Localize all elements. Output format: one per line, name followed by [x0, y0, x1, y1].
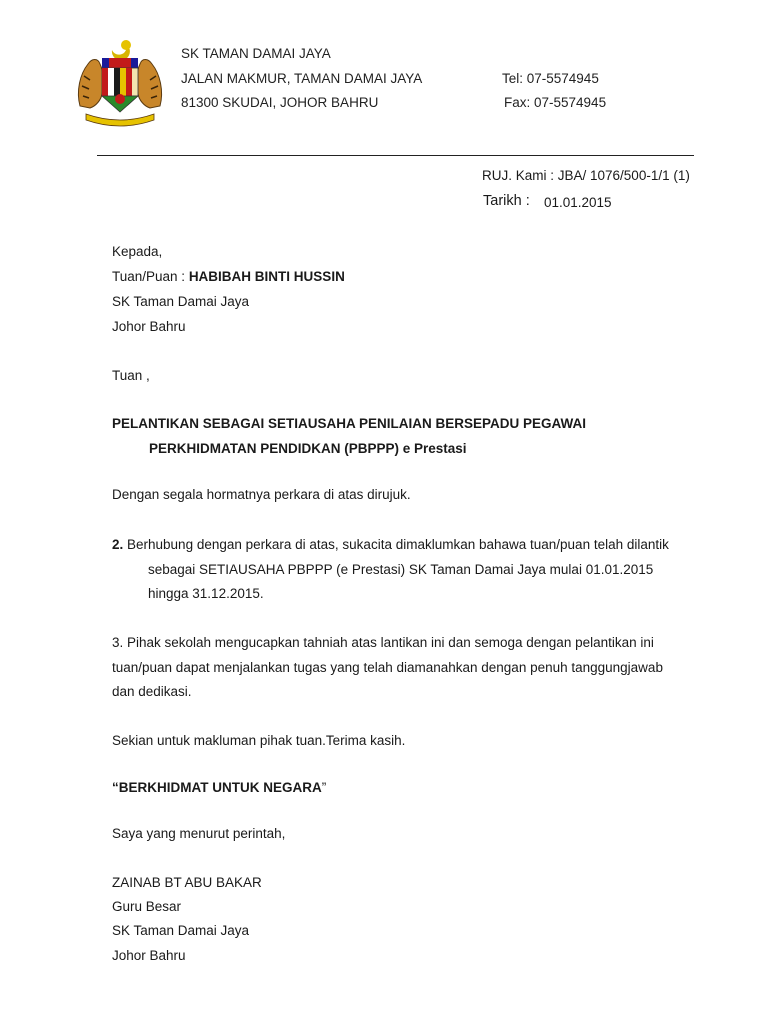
paragraph-3-line-2: tuan/puan dapat menjalankan tugas yang telah diamanahkan dengan penuh tanggungjawab — [112, 659, 663, 675]
address-line-2: 81300 SKUDAI, JOHOR BAHRU — [181, 95, 379, 110]
signatory-city: Johor Bahru — [112, 948, 186, 963]
address-line-1: JALAN MAKMUR, TAMAN DAMAI JAYA — [181, 71, 423, 86]
paragraph-2-line-2: sebagai SETIAUSAHA PBPPP (e Prestasi) SK Taman Damai Jaya mulai 01.01.2015 — [148, 561, 654, 577]
paragraph-2-line-1: Berhubung dengan perkara di atas, sukacita dimaklumkan bahawa tuan/puan telah dilantik — [123, 537, 669, 552]
telephone: Tel: 07-5574945 — [502, 71, 599, 86]
paragraph-1: Dengan segala hormatnya perkara di atas dirujuk. — [112, 487, 411, 502]
paragraph-2-line-3: hingga 31.12.2015. — [148, 586, 264, 601]
paragraph-3-line-3: dan dedikasi. — [112, 684, 192, 699]
recipient-name: HABIBAH BINTI HUSSIN — [188, 269, 345, 284]
recipient-school: SK Taman Damai Jaya — [112, 294, 250, 309]
subject-line-2: PERKHIDMATAN PENDIDKAN (PBPPP) e Prestasi — [149, 441, 467, 456]
school-name: SK TAMAN DAMAI JAYA — [181, 46, 331, 61]
recipient-kepada: Kepada, — [112, 244, 163, 259]
motto-text: “BERKHIDMAT UNTUK NEGARA — [112, 780, 322, 795]
reference-number: RUJ. Kami : JBA/ 1076/500-1/1 (1) — [482, 168, 690, 183]
motto-close-quote: ” — [321, 780, 327, 795]
recipient-city: Johor Bahru — [112, 319, 186, 334]
date-value: 01.01.2015 — [544, 195, 612, 210]
fax: Fax: 07-5574945 — [504, 95, 607, 110]
recipient-name-line — [112, 269, 345, 284]
motto — [112, 780, 326, 795]
recipient-prefix: Tuan/Puan : — [112, 269, 189, 284]
paragraph-3 — [112, 631, 702, 705]
paragraph-2 — [112, 533, 702, 607]
signatory-name: ZAINAB BT ABU BAKAR — [112, 875, 262, 890]
salutation: Tuan , — [112, 368, 150, 383]
closing-line: Saya yang menurut perintah, — [112, 826, 286, 841]
signatory-school: SK Taman Damai Jaya — [112, 923, 250, 938]
date-label: Tarikh : — [483, 193, 530, 209]
paragraph-4: Sekian untuk makluman pihak tuan.Terima kasih. — [112, 733, 406, 748]
header-divider — [97, 155, 694, 156]
paragraph-2-number: 2. — [112, 537, 124, 552]
subject-line-1: PELANTIKAN SEBAGAI SETIAUSAHA PENILAIAN BERSEPADU PEGAWAI — [112, 416, 587, 431]
coat-of-arms-logo — [74, 36, 166, 128]
paragraph-3-line-1: 3. Pihak sekolah mengucapkan tahniah atas lantikan ini dan semoga dengan pelantikan ini — [112, 635, 654, 650]
signatory-title: Guru Besar — [112, 899, 182, 914]
